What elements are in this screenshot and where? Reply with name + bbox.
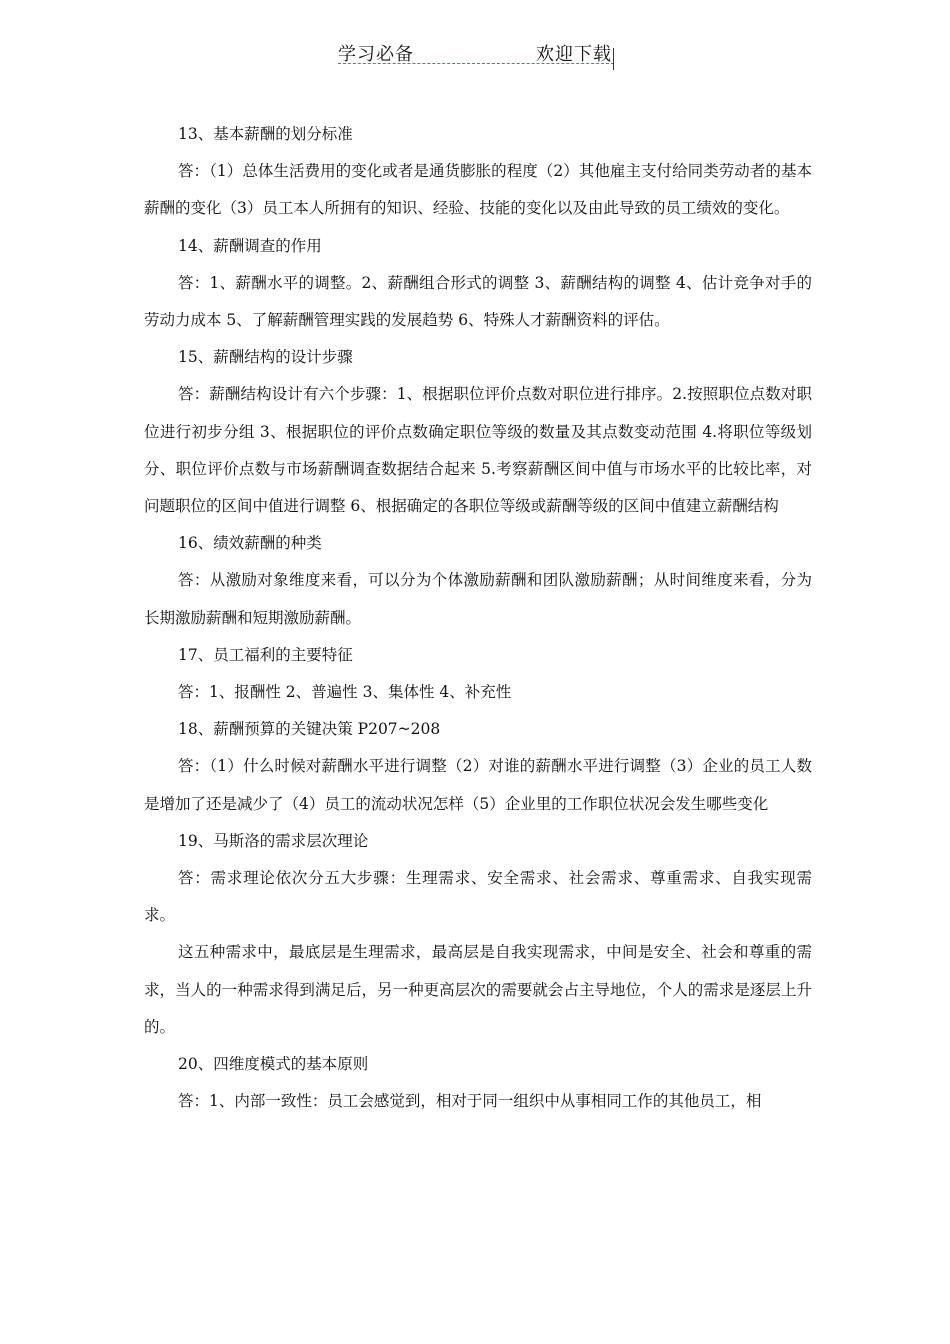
answer-16: 答：从激励对象维度来看，可以分为个体激励薪酬和团队激励薪酬；从时间维度来看，分为长期激励薪酬和短期激励薪酬。 — [144, 571, 812, 627]
answer-14: 答：1、薪酬水平的调整。2、薪酬组合形式的调整 3、薪酬结构的调整 4、估计竞争对手的劳动力成本 5、了解薪酬管理实践的发展趋势 6、特殊人才薪酬资料的评估。 — [144, 273, 812, 330]
answer-20: 答：1、内部一致性：员工会感觉到，相对于同一组织中从事相同工作的其他员工，相 — [178, 1092, 762, 1111]
document-body — [144, 116, 812, 1120]
question-14-heading: 14、薪酬调查的作用 — [178, 236, 322, 255]
question-18-heading: 18、薪酬预算的关键决策 P207~208 — [178, 720, 441, 739]
answer-15: 答：薪酬结构设计有六个步骤：1、根据职位评价点数对职位进行排序。2.按照职位点数对职位进行初步分组 3、根据职位的评价点数确定职位等级的数量及其点数变动范围 4.将职位等级划分、职位评价点数与市场薪酬调查数据结合起来 5.考察薪酬区间中值与市场水平的比较比率，对问题职位的区间中值进行调整 6、根据确定的各职位等级或薪酬等级的区间中值建立薪酬结构 — [144, 385, 812, 516]
header-right-text: 欢迎下载 — [536, 44, 612, 65]
question-19-heading: 19、马斯洛的需求层次理论 — [178, 831, 369, 850]
question-13-heading: 13、基本薪酬的划分标准 — [178, 125, 353, 143]
page-header — [338, 38, 614, 66]
question-15-heading: 15、薪酬结构的设计步骤 — [178, 348, 353, 367]
answer-19-continued: 这五种需求中，最底层是生理需求，最高层是自我实现需求，中间是安全、社会和尊重的需求，当人的一种需求得到满足后，另一种更高层次的需要就会占主导地位，个人的需求是逐层上升的。 — [144, 943, 812, 1036]
question-16-heading: 16、绩效薪酬的种类 — [178, 534, 322, 553]
header-edge-mark — [613, 48, 614, 70]
answer-13: 答：（1）总体生活费用的变化或者是通货膨胀的程度（2）其他雇主支付给同类劳动者的基本薪酬的变化（3）员工本人所拥有的知识、经验、技能的变化以及由此导致的员工绩效的变化。 — [144, 162, 812, 218]
question-20-heading: 20、四维度模式的基本原则 — [178, 1055, 369, 1074]
question-17-heading: 17、员工福利的主要特征 — [178, 645, 353, 664]
header-left-text: 学习必备 — [338, 44, 414, 65]
header-dashed-rule — [338, 63, 614, 64]
answer-19: 答：需求理论依次分五大步骤：生理需求、安全需求、社会需求、尊重需求、自我实现需求。 — [144, 869, 812, 925]
answer-17: 答：1、报酬性 2、普遍性 3、集体性 4、补充性 — [178, 683, 512, 702]
answer-18: 答：（1）什么时候对薪酬水平进行调整（2）对谁的薪酬水平进行调整（3）企业的员工人数是增加了还是减少了（4）员工的流动状况怎样（5）企业里的工作职位状况会发生哪些变化 — [144, 757, 812, 813]
